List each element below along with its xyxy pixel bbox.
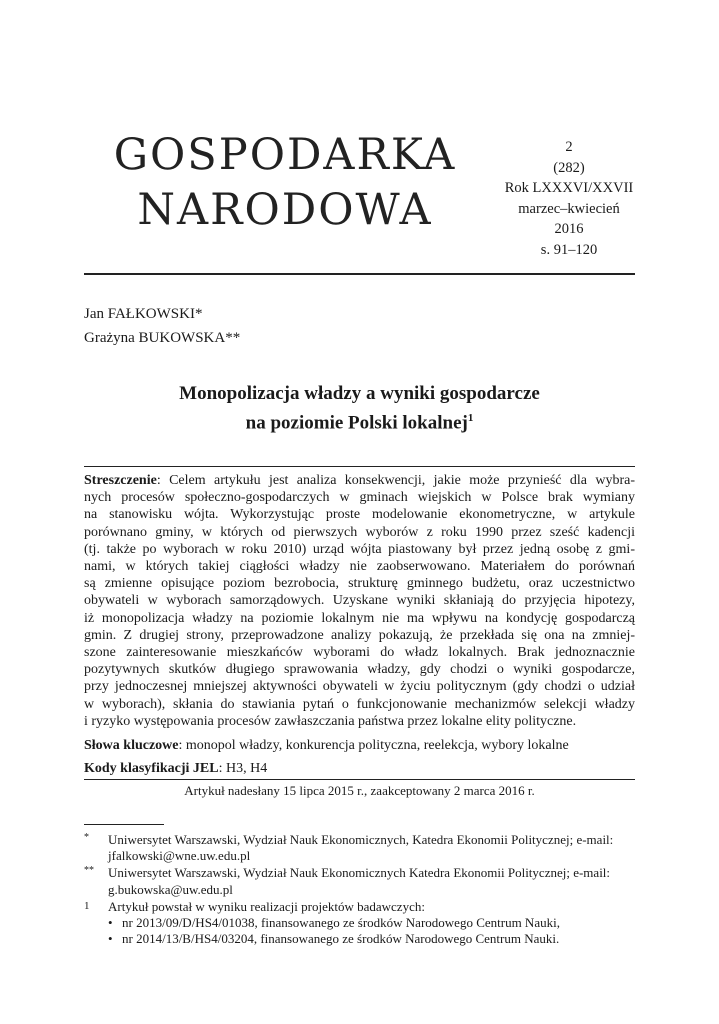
abstract-line: szone zainteresowanie mieszkańców wyborami do władz lokalnych. Brak jednoznacznie	[84, 645, 635, 661]
footnote-bullet-item	[108, 931, 635, 947]
abstract-line: i ryzyko występowania procesów zawłaszczania państwa przez lokalne elity polityczne.	[84, 713, 577, 729]
abstract-line: obywateli w wyborach samorządowych. Uzyskane wyniki skłaniają do przyjęcia hipotezy,	[84, 593, 635, 609]
bullet-icon: •	[108, 915, 113, 931]
footnotes	[84, 832, 635, 948]
abstract-bottom-divider	[84, 779, 635, 780]
footnote-line: Artykuł powstał w wyniku realizacji projektów badawczych:	[108, 898, 425, 914]
bullet-icon: •	[108, 931, 113, 947]
issue-pages: s. 91–120	[540, 241, 598, 258]
footnote	[84, 899, 635, 948]
abstract-line: w wyborach), skłania do stawiania pytań o funkcjonowanie mechanizmów selekcji władzy	[84, 696, 635, 712]
received-date: Artykuł nadesłany 15 lipca 2015 r., zaakceptowany 2 marca 2016 r.	[184, 783, 535, 798]
jel-label: Kody klasyfikacji JEL	[84, 761, 219, 777]
abstract-label: Streszczenie	[84, 473, 157, 488]
abstract-line: (tj. także po wyborach w roku 2010) urząd wójta piastowany był przez jedną osobę z gmi-	[84, 541, 635, 557]
abstract-line: na stanowisku wójta. Wykorzystując proste modelowanie ekonometryczne, w artykule	[84, 507, 635, 523]
footnote-line: Uniwersytet Warszawski, Wydział Nauk Ekonomicznych, Katedra Ekonomii Politycznej; e-mail:	[108, 832, 614, 847]
issue-number: 2	[565, 139, 573, 155]
abstract-top-divider	[84, 466, 635, 467]
keywords-label: Słowa kluczowe	[84, 738, 179, 754]
journal-title	[100, 128, 470, 238]
footnote-mark: 1	[84, 899, 90, 912]
abstract-body	[84, 472, 635, 730]
abstract-line: Streszczenie: Celem artykułu jest analiza konsekwencji, jakie może przynieść dla wybra-	[84, 473, 635, 488]
footnote-mark: **	[84, 865, 94, 877]
abstract	[84, 472, 635, 777]
issue-year: 2016	[554, 221, 584, 237]
issue-months: marzec–kwiecień	[518, 200, 620, 217]
footnote-divider	[84, 824, 164, 825]
abstract-line: przy jednoczesnej mniejszej aktywności obywateli w życiu politycznym (gdy chodzi o udział	[84, 679, 635, 695]
abstract-line: iż monopolizacja władzy na poziomie lokalnym nie ma wpływu na kondycję gospodarczą	[84, 610, 635, 626]
keywords-text: : monopol władzy, konkurencja polityczna, reelekcja, wybory lokalne	[178, 738, 569, 754]
article-title-line2	[84, 406, 635, 435]
title-footnote-mark: 1	[467, 412, 474, 424]
footnote	[84, 865, 635, 897]
abstract-line: są zmienne opisujące poziom bezrobocia, strukturę gminnego budżetu, oraz uczestnictwo	[84, 576, 635, 592]
footnote-bullet-item	[108, 915, 635, 931]
author-2: Grażyna BUKOWSKA**	[84, 330, 241, 346]
abstract-line: nami, w których takiej ciągłości władzy nie zaobserwowano. Materiałem do porównań	[84, 559, 635, 575]
author-1: Jan FAŁKOWSKI*	[84, 306, 203, 322]
header-divider	[84, 273, 635, 275]
journal-title-line2: NARODOWA	[137, 185, 433, 235]
footnote	[84, 832, 635, 864]
footnote-email[interactable]: jfalkowski@wne.uw.edu.pl	[108, 848, 251, 864]
article-title	[84, 382, 635, 435]
jel-text: : H3, H4	[218, 761, 268, 777]
issue-info	[502, 137, 636, 260]
article-title-line2-text: na poziomie Polski lokalnej	[245, 412, 468, 434]
abstract-line: nych procesów społeczno-gospodarczych w gminach wiejskich w Polsce brak wymiany	[84, 490, 635, 506]
article-title-line1: Monopolizacja władzy a wyniki gospodarcze	[179, 383, 540, 404]
year-volume: Rok LXXXVI/XXVII	[504, 180, 634, 196]
journal-title-line1: GOSPODARKA	[113, 130, 457, 180]
abstract-line: porównano gminy, w których od pierwszych wyborów z roku 1990 przez sześć kadencji	[84, 524, 635, 540]
footnote-bullet-text: nr 2014/13/B/HS4/03204, finansowanego ze środków Narodowego Centrum Nauki.	[122, 931, 560, 947]
footnote-bullet-text: nr 2013/09/D/HS4/01038, finansowanego ze środków Narodowego Centrum Nauki,	[122, 915, 560, 931]
issue-total: (282)	[553, 159, 585, 176]
footnote-email[interactable]: g.bukowska@uw.edu.pl	[108, 881, 233, 897]
abstract-line: gmin. Z drugiej strony, przeprowadzone analizy pokazują, że przekłada się ona na zmniej-	[84, 627, 635, 643]
keywords	[84, 737, 635, 754]
footnote-line: Uniwersytet Warszawski, Wydział Nauk Ekonomicznych Katedra Ekonomii Politycznej; e-mail:	[108, 865, 611, 881]
jel-codes	[84, 760, 635, 777]
abstract-line: pozytywnych skutków długiego sprawowania władzy, gdy chodzi o wyniki gospodarcze,	[84, 662, 635, 678]
footnote-mark: *	[84, 832, 89, 843]
author-list	[84, 302, 240, 350]
